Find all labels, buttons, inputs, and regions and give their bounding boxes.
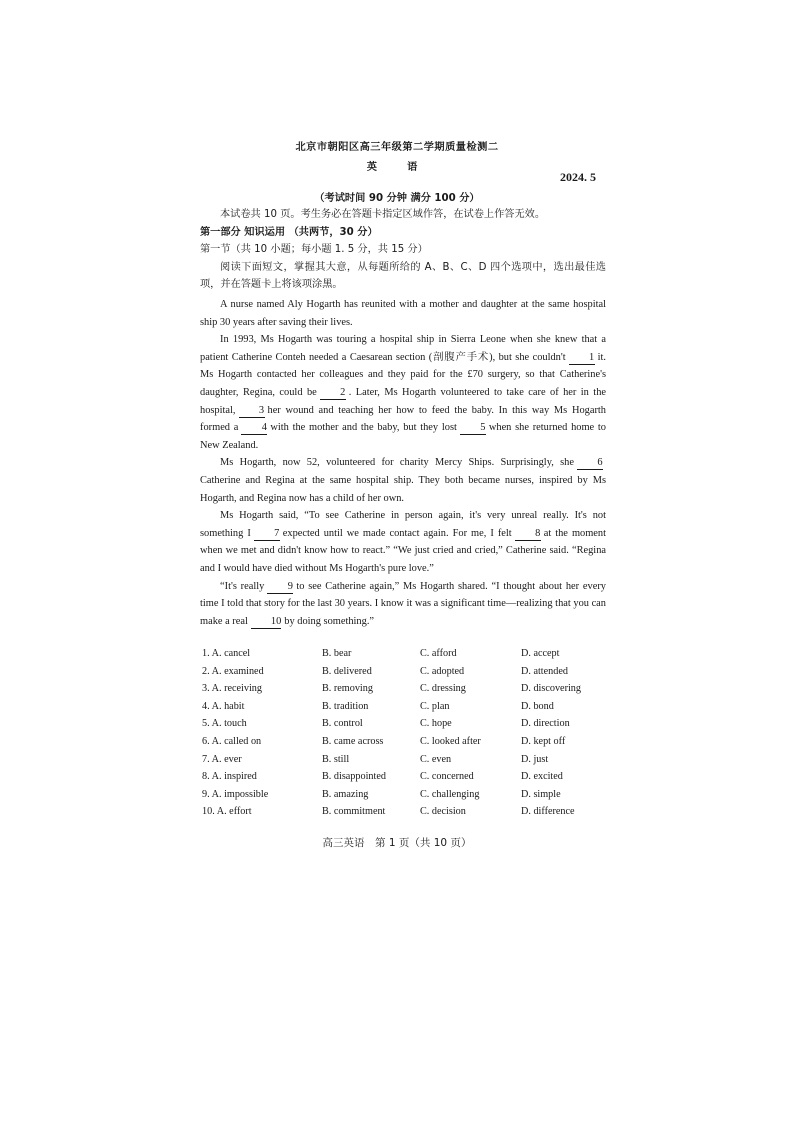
blank-6: 6 <box>577 457 603 470</box>
option-row: 8. A. inspired B. disappointed C. concerned D. excited <box>202 771 563 783</box>
blank-2: 2 <box>320 387 346 400</box>
passage-paragraph: “It's really 9 to see Catherine again,” Ms Hogarth shared. “I thought about her every time I told that story for the last 30 years. I know it was a significant time—realizing that you can make a real 10 by doing something.” <box>200 580 606 627</box>
passage <box>200 296 606 630</box>
blank-8: 8 <box>515 528 541 541</box>
option-row: 2. A. examined B. delivered C. adopted D. attended <box>202 665 568 677</box>
option-row: 1. A. cancel B. bear C. afford D. accept <box>202 648 560 659</box>
blank-3: 3 <box>239 405 265 418</box>
exam-date: 2024. 5 <box>560 170 596 184</box>
blank-9: 9 <box>267 581 293 594</box>
page-footer: 高三英语 第 1 页（共 10 页） <box>322 837 472 849</box>
option-row: 6. A. called on B. came across C. looked after D. kept off <box>202 735 566 747</box>
passage-paragraph: In 1993, Ms Hogarth was touring a hospital ship in Sierra Leone when she knew that a patient Catherine Conteh needed a Caesarean section (剖腹产手术), but she couldn't 1 it. Ms Hogarth contacted her colleagues and they paid for the £70 surgery, so that Catherine's daughter, Regina, could be 2 . Later, Ms Hogarth volunteered to take care of her in the hospital, 3 her wound and teaching her how to feed the baby. In this way Ms Hogarth formed a 4 with the mother and the baby, but they lost 5 when she returned home to New Zealand. <box>200 334 607 451</box>
blank-10: 10 <box>251 616 281 629</box>
section-title: 第一节（共 10 小题；每小题 1. 5 分，共 15 分） <box>200 244 428 256</box>
passage-paragraph: A nurse named Aly Hogarth has reunited with a mother and daughter at the same hospital ship 30 years after saving their lives. <box>200 299 606 328</box>
answer-options <box>202 648 612 824</box>
passage-paragraph: Ms Hogarth, now 52, volunteered for charity Mercy Ships. Surprisingly, she 6Catherine and Regina at the same hospital ship. They both became nurses, inspired by Ms Hogarth, and Regina now has a child of her own. <box>200 457 606 504</box>
blank-1: 1 <box>569 352 595 365</box>
option-row: 9. A. impossible B. amazing C. challenging D. simple <box>202 788 561 800</box>
option-row: 7. A. ever B. still C. even D. just <box>202 753 549 765</box>
directions-text: 阅读下面短文，掌握其大意，从每题所给的 A、B、C、D 四个选项中，选出最佳选项，并在答题卡上将该项涂黑。 <box>200 261 606 291</box>
blank-4: 4 <box>241 422 267 435</box>
instructions-block <box>200 206 606 294</box>
blank-7: 7 <box>254 528 280 541</box>
subject-title: 英 语 <box>366 162 428 173</box>
option-row: 4. A. habit B. tradition C. plan D. bond <box>202 700 554 712</box>
instructions-text: 本试卷共 10 页。考生务必在答题卡指定区域作答，在试卷上作答无效。 <box>220 209 546 220</box>
part-title: 第一部分 知识运用 （共两节，30 分） <box>200 226 378 238</box>
exam-duration: （考试时间 90 分钟 满分 100 分） <box>314 193 480 204</box>
option-row: 10. A. effort B. commitment C. decision D. difference <box>202 806 575 818</box>
option-row: 5. A. touch B. control C. hope D. direction <box>202 718 570 730</box>
blank-5: 5 <box>460 422 486 435</box>
passage-paragraph: Ms Hogarth said, “To see Catherine in person again, it's very unreal really. It's not something I 7 expected until we made contact again. For me, I felt 8 at the moment when we met and didn't know how to react.” “We just cried and cried,” Catherine said. “Regina and I would have died without Ms Hogarth's pure love.” <box>200 510 606 574</box>
option-row: 3. A. receiving B. removing C. dressing D. discovering <box>202 683 581 695</box>
school-title: 北京市朝阳区高三年级第二学期质量检测二 <box>295 142 499 153</box>
